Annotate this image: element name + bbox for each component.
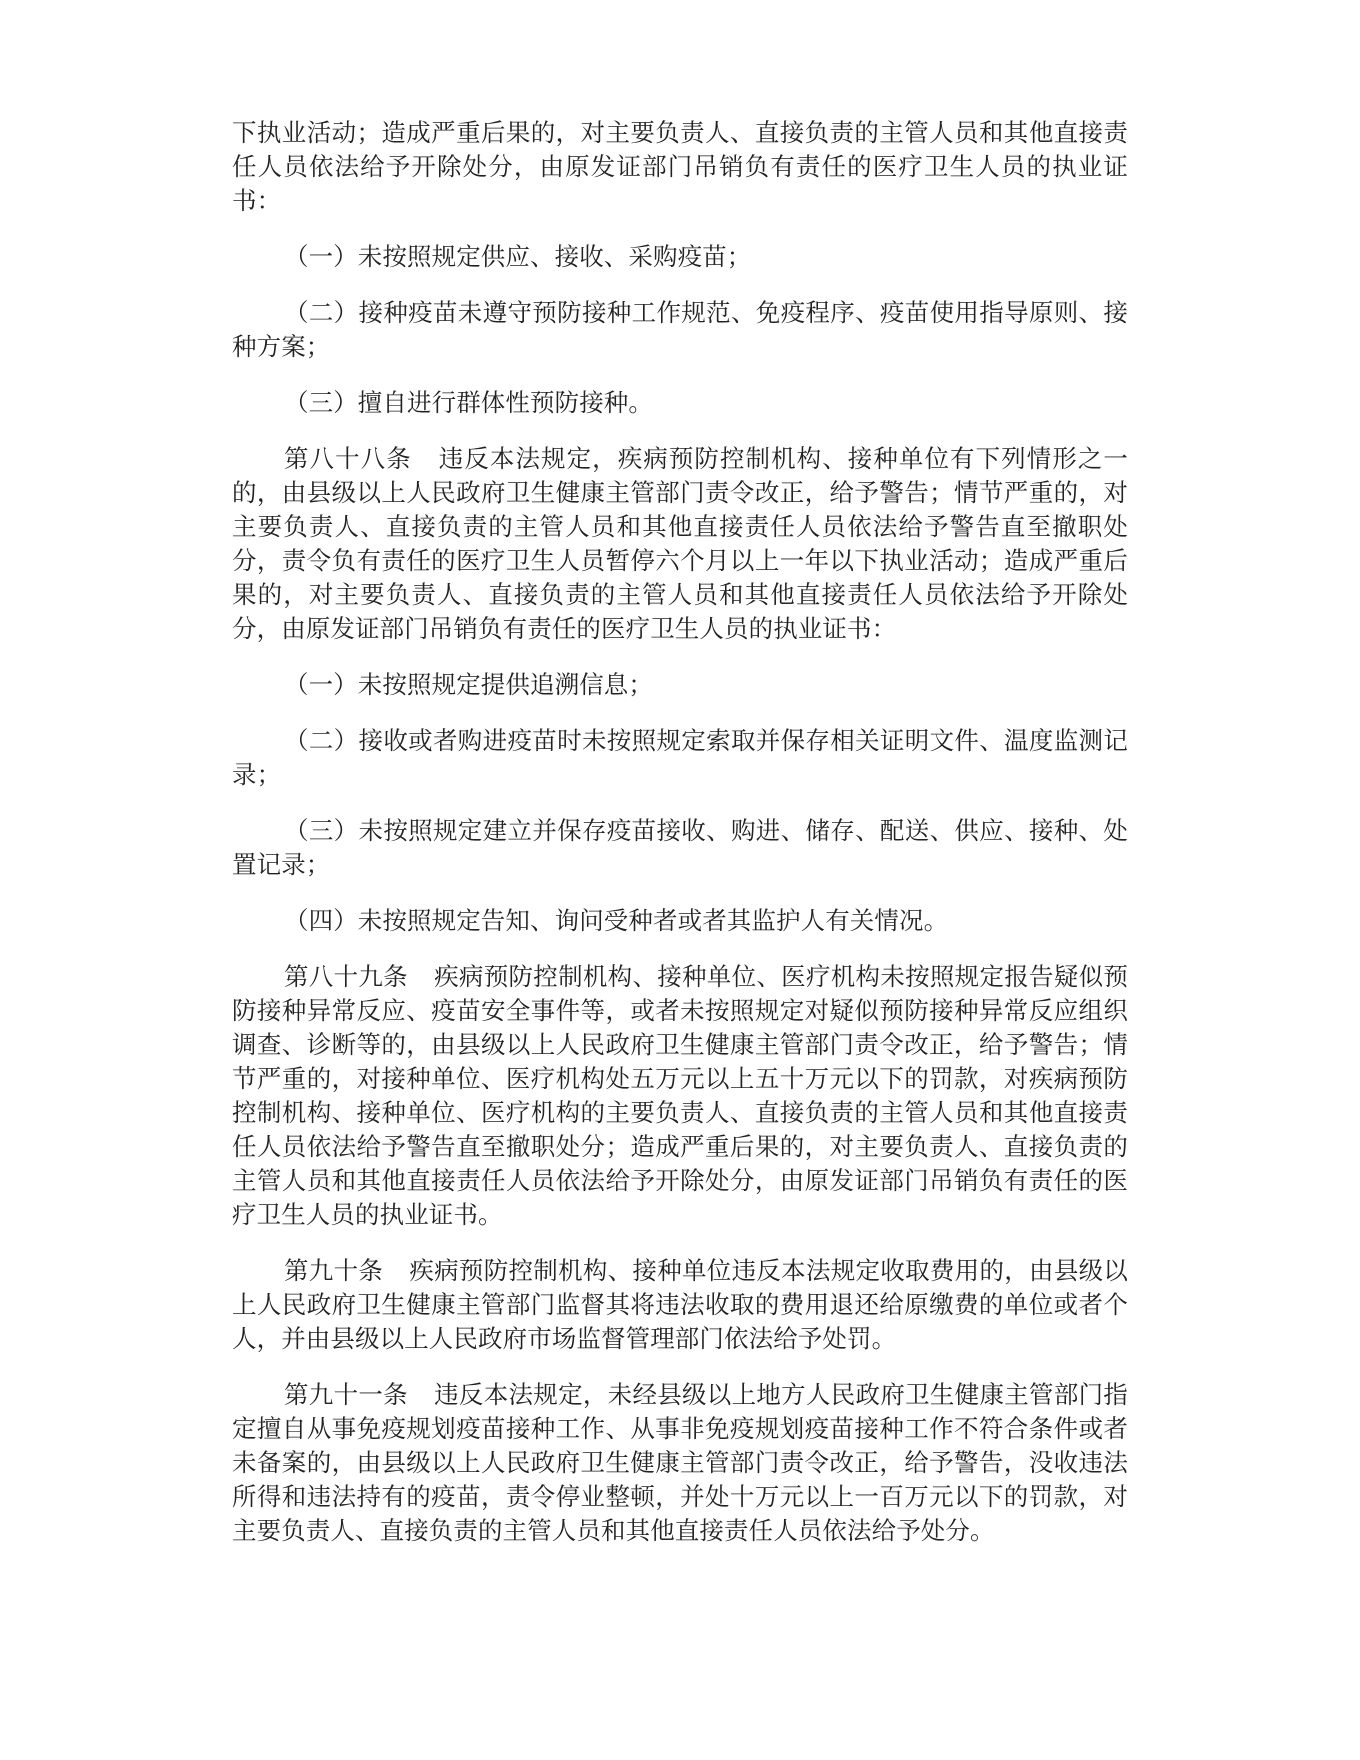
list-item-text: （一）未按照规定供应、接收、采购疫苗； [284,242,752,271]
article-text: 疾病预防控制机构、接种单位违反本法规定收取费用的，由县级以上人民政府卫生健康主管部门监督其将违法收取的费用退还给原缴费的单位或者个人，并由县级以上人民政府市场监督管理部门依法给予处罚。 [232,1256,1128,1353]
list-item-text: （二）接种疫苗未遵守预防接种工作规范、免疫程序、疫苗使用指导原则、接种方案； [232,298,1128,361]
article-number: 第九十一条 [284,1380,408,1409]
list-item [232,814,1128,882]
list-item [232,296,1128,364]
list-item-text: （一）未按照规定提供追溯信息； [284,670,653,699]
article-text: 违反本法规定，未经县级以上地方人民政府卫生健康主管部门指定擅自从事免疫规划疫苗接种工作、从事非免疫规划疫苗接种工作不符合条件或者未备案的，由县级以上人民政府卫生健康主管部门责令改正，给予警告，没收违法所得和违法持有的疫苗，责令停业整顿，并处十万元以上一百万元以下的罚款，对主要负责人、直接负责的主管人员和其他直接责任人员依法给予处分。 [232,1380,1129,1545]
list-item [232,724,1128,792]
article-paragraph [232,442,1128,646]
paragraph-text: 下执业活动；造成严重后果的，对主要负责人、直接负责的主管人员和其他直接责任人员依法给予开除处分，由原发证部门吊销负有责任的医疗卫生人员的执业证书： [232,118,1128,215]
list-item [232,904,1128,938]
list-item [232,386,1128,420]
list-item-text: （三）擅自进行群体性预防接种。 [284,388,653,417]
article-number: 第八十九条 [284,962,408,991]
list-item [232,668,1128,702]
paragraph-continuation [232,116,1128,218]
article-paragraph [232,960,1128,1232]
article-number: 第九十条 [284,1256,384,1285]
article-paragraph [232,1378,1128,1548]
document-page [232,116,1128,1570]
article-paragraph [232,1254,1128,1356]
list-item-text: （三）未按照规定建立并保存疫苗接收、购进、储存、配送、供应、接种、处置记录； [232,816,1128,879]
article-text: 疾病预防控制机构、接种单位、医疗机构未按照规定报告疑似预防接种异常反应、疫苗安全事件等，或者未按照规定对疑似预防接种异常反应组织调查、诊断等的，由县级以上人民政府卫生健康主管部门责令改正，给予警告；情节严重的，对接种单位、医疗机构处五万元以上五十万元以下的罚款，对疾病预防控制机构、接种单位、医疗机构的主要负责人、直接负责的主管人员和其他直接责任人员依法给予警告直至撤职处分；造成严重后果的，对主要负责人、直接负责的主管人员和其他直接责任人员依法给予开除处分，由原发证部门吊销负有责任的医疗卫生人员的执业证书。 [232,962,1129,1229]
article-number: 第八十八条 [284,444,412,473]
list-item-text: （四）未按照规定告知、询问受种者或者其监护人有关情况。 [284,906,949,935]
article-text: 违反本法规定，疾病预防控制机构、接种单位有下列情形之一的，由县级以上人民政府卫生健康主管部门责令改正，给予警告；情节严重的，对主要负责人、直接负责的主管人员和其他直接责任人员依法给予警告直至撤职处分，责令负有责任的医疗卫生人员暂停六个月以上一年以下执业活动；造成严重后果的，对主要负责人、直接负责的主管人员和其他直接责任人员依法给予开除处分，由原发证部门吊销负有责任的医疗卫生人员的执业证书： [232,444,1128,643]
list-item [232,240,1128,274]
list-item-text: （二）接收或者购进疫苗时未按照规定索取并保存相关证明文件、温度监测记录； [232,726,1128,789]
